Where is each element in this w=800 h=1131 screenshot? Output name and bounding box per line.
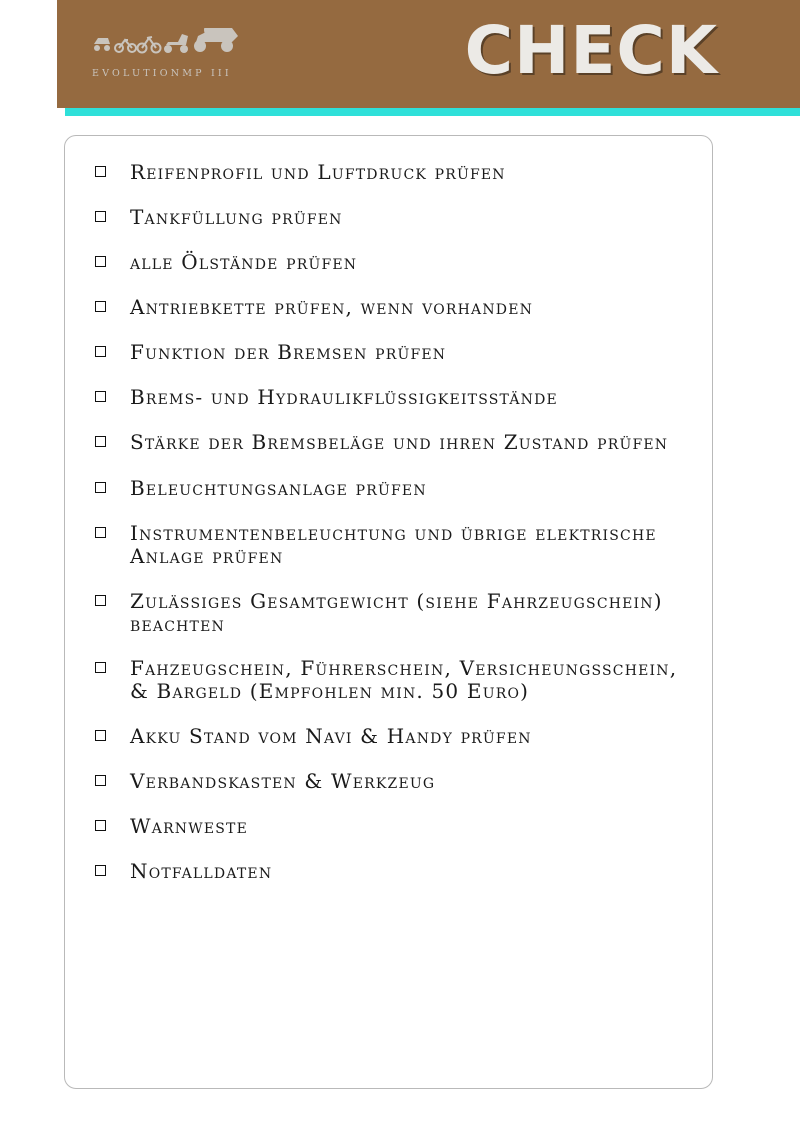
checkbox-icon[interactable]	[95, 482, 106, 493]
checkbox-icon[interactable]	[95, 256, 106, 267]
vehicle-evolution-logo-icon	[92, 28, 252, 68]
checkbox-icon[interactable]	[95, 436, 106, 447]
checkbox-icon[interactable]	[95, 820, 106, 831]
brand-logo	[92, 28, 252, 84]
checklist-item-label: Funktion der Bremsen prüfen	[130, 340, 447, 364]
checkbox-icon[interactable]	[95, 595, 106, 606]
checkbox-icon[interactable]	[95, 730, 106, 741]
checklist-item-label: Warnweste	[130, 814, 249, 838]
checklist-item-label: Notfalldaten	[130, 859, 273, 883]
checkbox-icon[interactable]	[95, 166, 106, 177]
checkbox-icon[interactable]	[95, 346, 106, 357]
checklist-item-label: Tankfüllung prüfen	[130, 205, 343, 229]
checklist-item-label: Reifenprofil und Luftdruck prüfen	[130, 160, 506, 184]
checklist-item-label: Instrumentenbeleuchtung und übrige elektrische Anlage prüfen	[130, 521, 657, 568]
checkbox-icon[interactable]	[95, 775, 106, 786]
checkbox-icon[interactable]	[95, 301, 106, 312]
checkbox-icon[interactable]	[95, 865, 106, 876]
checklist-item-label: Beleuchtungsanlage prüfen	[130, 476, 427, 500]
checkbox-icon[interactable]	[95, 211, 106, 222]
checklist-item-label: Akku Stand vom Navi & Handy prüfen	[130, 724, 532, 748]
brand-logo-text: EVOLUTIONMP III	[92, 68, 232, 79]
checklist-item-label: alle Ölstände prüfen	[130, 250, 358, 274]
checklist-item-label: Stärke der Bremsbeläge und ihren Zustand prüfen	[130, 430, 669, 454]
checklist-item-label: Fahzeugschein, Führerschein, Versicheungsschein, & Bargeld (Empfohlen min. 50 Euro)	[130, 656, 678, 703]
header-accent-stripe	[65, 108, 800, 116]
checklist-item-label: Verbandskasten & Werkzeug	[130, 769, 436, 793]
checkbox-icon[interactable]	[95, 391, 106, 402]
checklist-item-label: Antriebkette prüfen, wenn vorhanden	[130, 295, 534, 319]
checklist-item-label: Zulässiges Gesamtgewicht (siehe Fahrzeugschein) beachten	[130, 589, 663, 636]
checkbox-icon[interactable]	[95, 527, 106, 538]
checklist-item-label: Brems- und Hydraulikflüssigkeitsstände	[130, 385, 558, 409]
checkbox-icon[interactable]	[95, 662, 106, 673]
page-title: CHECK	[464, 12, 718, 89]
